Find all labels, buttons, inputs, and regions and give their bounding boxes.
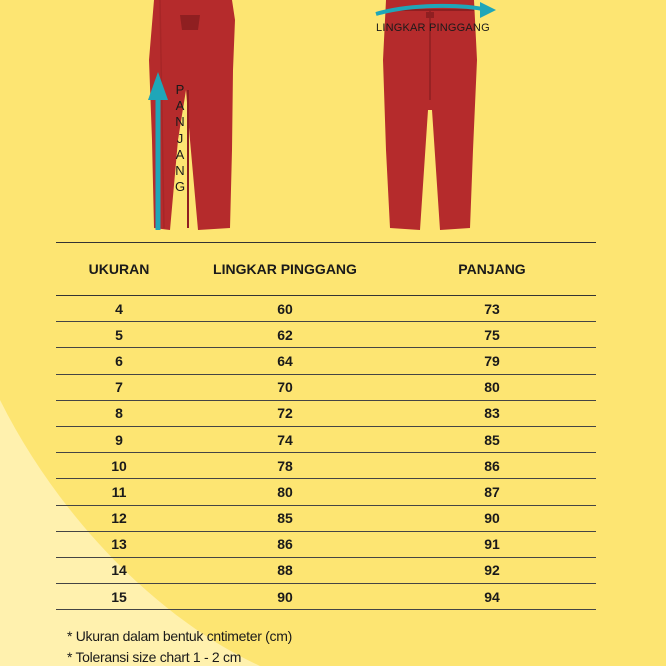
table-row [56, 296, 596, 322]
cell-ukuran: 10 [56, 453, 182, 479]
cell-ukuran: 12 [56, 505, 182, 531]
waist-arrow-icon [370, 0, 500, 20]
cell-lingkar-pinggang: 70 [182, 374, 388, 400]
header-panjang: PANJANG [388, 243, 596, 296]
cell-panjang: 75 [388, 322, 596, 348]
cell-panjang: 87 [388, 479, 596, 505]
pants-front-view-image [380, 0, 480, 232]
cell-panjang: 91 [388, 531, 596, 557]
size-chart-table [56, 242, 596, 610]
table-row [56, 374, 596, 400]
cell-ukuran: 11 [56, 479, 182, 505]
cell-panjang: 79 [388, 348, 596, 374]
cell-lingkar-pinggang: 74 [182, 426, 388, 452]
cell-ukuran: 6 [56, 348, 182, 374]
cell-lingkar-pinggang: 72 [182, 400, 388, 426]
table-header-row [56, 243, 596, 296]
pants-side-view-image [140, 0, 250, 232]
lingkar-pinggang-label: LINGKAR PINGGANG [376, 22, 490, 34]
cell-ukuran: 14 [56, 557, 182, 583]
cell-lingkar-pinggang: 90 [182, 584, 388, 610]
cell-panjang: 94 [388, 584, 596, 610]
cell-panjang: 92 [388, 557, 596, 583]
cell-ukuran: 7 [56, 374, 182, 400]
cell-panjang: 90 [388, 505, 596, 531]
cell-ukuran: 5 [56, 322, 182, 348]
cell-lingkar-pinggang: 60 [182, 296, 388, 322]
cell-panjang: 83 [388, 400, 596, 426]
cell-lingkar-pinggang: 88 [182, 557, 388, 583]
header-lingkar-pinggang: LINGKAR PINGGANG [182, 243, 388, 296]
cell-lingkar-pinggang: 64 [182, 348, 388, 374]
cell-lingkar-pinggang: 62 [182, 322, 388, 348]
cell-lingkar-pinggang: 78 [182, 453, 388, 479]
table-row [56, 584, 596, 610]
cell-lingkar-pinggang: 80 [182, 479, 388, 505]
table-row [56, 322, 596, 348]
cell-ukuran: 15 [56, 584, 182, 610]
cell-panjang: 80 [388, 374, 596, 400]
note-unit: * Ukuran dalam bentuk cntimeter (cm) [67, 628, 292, 644]
table-row [56, 479, 596, 505]
table-row [56, 557, 596, 583]
notes [67, 626, 292, 666]
table-row [56, 426, 596, 452]
table-row [56, 531, 596, 557]
cell-panjang: 73 [388, 296, 596, 322]
table-row [56, 453, 596, 479]
cell-panjang: 86 [388, 453, 596, 479]
cell-ukuran: 9 [56, 426, 182, 452]
panjang-label: PANJANG [174, 82, 186, 195]
cell-panjang: 85 [388, 426, 596, 452]
table-row [56, 400, 596, 426]
cell-ukuran: 4 [56, 296, 182, 322]
cell-ukuran: 8 [56, 400, 182, 426]
table-row [56, 505, 596, 531]
cell-ukuran: 13 [56, 531, 182, 557]
cell-lingkar-pinggang: 85 [182, 505, 388, 531]
table-row [56, 348, 596, 374]
cell-lingkar-pinggang: 86 [182, 531, 388, 557]
header-ukuran: UKURAN [56, 243, 182, 296]
note-tolerance: * Toleransi size chart 1 - 2 cm [67, 649, 242, 665]
